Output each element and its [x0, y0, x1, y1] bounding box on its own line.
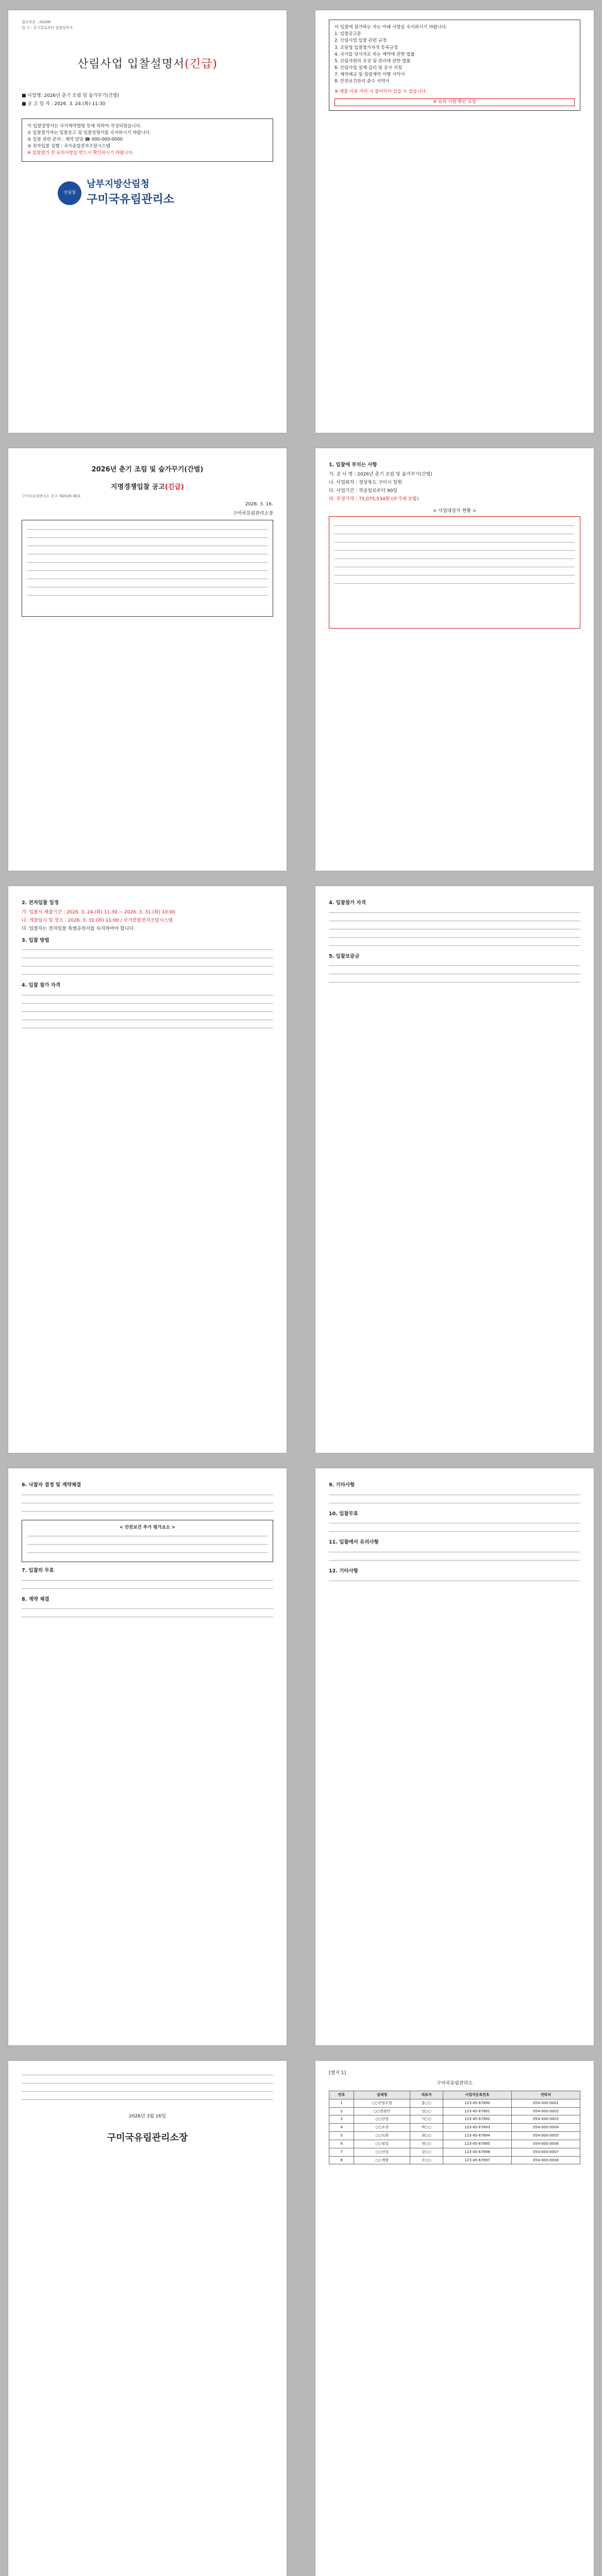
org-name-b: 구미국유림관리소 [87, 193, 175, 207]
table-cell: 123-45-67892 [443, 2115, 512, 2124]
page-cover [8, 10, 287, 433]
text-line [27, 567, 267, 574]
table-cell: ○○조경 [354, 2124, 410, 2132]
text-line [335, 547, 575, 554]
text-line [22, 992, 273, 998]
schedule-note: 나. 개찰일시 및 장소 : 2026. 3. 31.(화) 11:00 / 국가종합전자조달시스템 [22, 918, 173, 923]
text-line [329, 918, 580, 924]
table-cell: 123-45-67897 [443, 2156, 512, 2164]
text-line [329, 934, 580, 941]
instructions-item: 1. 입찰공고문 [335, 31, 361, 37]
text-line [27, 543, 267, 549]
table-row [329, 2124, 580, 2132]
schedule-note: 다. 입찰자는 전자입찰 특별유의서를 숙지하여야 합니다. [22, 926, 135, 931]
text-line [22, 946, 273, 953]
announcement-heading-2-urgent: (긴급) [165, 483, 184, 492]
cover-title [22, 56, 273, 73]
header-line-2: 일 시 : 공고일로부터 입찰일까지 [22, 25, 73, 30]
section-3-heading: 3. 입찰 방법 [22, 937, 49, 943]
table-cell: 054-000-0005 [512, 2132, 580, 2140]
text-line [22, 2096, 273, 2103]
text-line [22, 1492, 273, 1498]
table-cell: 054-000-0006 [512, 2140, 580, 2148]
attachment-1-table-title: 구미국유림관리소 [437, 2080, 473, 2086]
header-line-1: 접수번호 : 20206 [22, 20, 51, 24]
bid-item: 나. 사업위치 : 경상북도 구미시 일원 [329, 480, 402, 485]
text-line [22, 1577, 273, 1584]
table-header: 사업자등록번호 [443, 2091, 512, 2099]
section-1-heading: 1. 입찰에 부치는 사항 [329, 462, 377, 468]
text-line [329, 1492, 580, 1498]
text-line [22, 2072, 273, 2078]
section-5-heading: 5. 입찰보증금 [329, 953, 360, 959]
table-cell: 123-45-67895 [443, 2140, 512, 2148]
cover-notice-box [22, 118, 273, 162]
table-cell: 최○○ [410, 2132, 443, 2140]
table-header: 번호 [329, 2091, 354, 2099]
section-8-heading: 8. 계약 체결 [22, 1596, 49, 1602]
instructions-box [329, 20, 580, 111]
section-12-heading: 12. 기타사항 [329, 1568, 358, 1574]
text-line [329, 1578, 580, 1584]
section-10-heading: 10. 입찰무효 [329, 1511, 358, 1517]
instructions-item: 2. 산림사업 입찰 관련 규정 [335, 38, 387, 44]
table-cell: 6 [329, 2140, 354, 2148]
text-line [22, 1008, 273, 1015]
cover-box-line: 이 입찰설명서는 국가계약법령 등에 의하여 작성되었습니다. [27, 123, 142, 129]
cover-title-urgent: (긴급) [185, 57, 218, 71]
text-line [329, 1500, 580, 1506]
text-line [27, 584, 267, 590]
table-cell: 054-000-0008 [512, 2156, 580, 2164]
page-eligibility [315, 886, 594, 1453]
instructions-notice: 이 입찰에 참가하는 자는 아래 사항을 숙지하시기 바랍니다. [335, 25, 447, 30]
table-cell: 조○○ [410, 2156, 443, 2164]
text-line [329, 1528, 580, 1535]
text-line [27, 551, 267, 557]
announcement-box [22, 520, 273, 617]
section-2-heading: 2. 전자입찰 일정 [22, 900, 59, 906]
instructions-item: 3. 조달청 입찰참가자격 등록규정 [335, 45, 398, 50]
text-line [335, 555, 575, 562]
section-4-heading: 4. 입찰 참가 자격 [22, 982, 61, 989]
text-line [22, 1614, 273, 1620]
table-cell: 2 [329, 2107, 354, 2115]
table-cell: 김○○ [410, 2107, 443, 2115]
cover-item-1: ■ 사업명: 2026년 춘기 조림 및 숲가꾸기(간벌) [22, 93, 120, 98]
text-line [335, 572, 575, 579]
org-name-a: 남부지방산림청 [87, 178, 149, 190]
text-line [329, 1557, 580, 1564]
table-cell: 054-000-0003 [512, 2115, 580, 2124]
text-line [22, 971, 273, 978]
table-cell: 054-000-0002 [512, 2107, 580, 2115]
bid-item: 다. 사업기간 : 착공일로부터 90일 [329, 488, 398, 494]
table-cell: 7 [329, 2148, 354, 2156]
bid-item: 라. 추정가격 : 75,075,534원 (부가세 포함) [329, 496, 419, 502]
table-row [329, 2099, 580, 2107]
signature-date: 2026년 3월 16일 [129, 2114, 166, 2119]
company-table [329, 2091, 580, 2165]
announcement-date: 2026. 3. 16. [245, 502, 273, 507]
text-line [329, 971, 580, 977]
text-line [22, 955, 273, 961]
text-line [27, 1549, 267, 1556]
table-cell: ○○영림단 [354, 2107, 410, 2115]
table-cell: ○○개발 [354, 2156, 410, 2164]
text-line [22, 1585, 273, 1592]
table-cell: 123-45-67894 [443, 2132, 512, 2140]
text-line [335, 531, 575, 537]
table-cell: 123-45-67890 [443, 2099, 512, 2107]
instructions-warning: ※ 제출 서류 미비 시 불이익이 있을 수 있습니다. [335, 89, 427, 94]
cover-item-2: ■ 공 고 일 자 : 2026. 3. 24.(화) 11:30 [22, 101, 106, 107]
safety-eval-box [22, 1520, 273, 1562]
page-misc [315, 1468, 594, 2045]
site-status-box [329, 516, 580, 629]
instructions-item: 8. 안전보건관리 준수 서약서 [335, 79, 390, 84]
schedule-note: 가. 입찰서 제출기간 : 2026. 3. 24.(화) 11:30 ~ 2026. 3. 31.(화) 10:00 [22, 909, 175, 915]
text-line [27, 559, 267, 566]
table-cell: 이○○ [410, 2115, 443, 2124]
section-9-heading: 9. 기타사항 [329, 1482, 355, 1488]
text-line [329, 909, 580, 916]
cover-box-line: ① 입찰참가자는 입찰공고 및 입찰설명서를 숙지하시기 바랍니다. [27, 130, 152, 135]
text-line [335, 564, 575, 570]
announcement-heading: 2026년 춘기 조림 및 숲가꾸기(간벌) [91, 466, 204, 473]
table-cell: ○○녹화 [354, 2132, 410, 2140]
org-logo [58, 177, 273, 209]
section-6-heading: 6. 낙찰자 결정 및 계약체결 [22, 1482, 81, 1488]
text-line [335, 539, 575, 546]
table-header: 대표자 [410, 2091, 443, 2099]
text-line [329, 942, 580, 949]
section-11-heading: 11. 입찰에서 유의사항 [329, 1539, 379, 1546]
announcement-org: 구미국유림관리소 공고 제2026-36호 [22, 494, 81, 499]
page-announcement [8, 448, 287, 871]
instructions-item: 4. 국가를 당사자로 하는 계약에 관한 법률 [335, 52, 415, 57]
safety-eval-title: < 안전보건 추가 평가요소 > [119, 1524, 176, 1530]
table-cell: 054-000-0001 [512, 2099, 580, 2107]
table-row [329, 2132, 580, 2140]
text-line [22, 1605, 273, 1612]
instructions-stamp: ※ 유의 사항 확인 요망 [335, 98, 575, 106]
text-line [22, 1025, 273, 1031]
table-cell: 강○○ [410, 2148, 443, 2156]
text-line [329, 979, 580, 986]
table-cell: 054-000-0007 [512, 2148, 580, 2156]
signature-org: 구미국유림관리소장 [107, 2132, 188, 2143]
table-cell: 3 [329, 2115, 354, 2124]
text-line [329, 1549, 580, 1555]
table-row [329, 2140, 580, 2148]
table-cell: 5 [329, 2132, 354, 2140]
page-signature [8, 2061, 287, 2576]
table-cell: ○○산림 [354, 2115, 410, 2124]
text-line [27, 1533, 267, 1539]
table-cell: ○○산림조합 [354, 2099, 410, 2107]
text-line [22, 2080, 273, 2087]
table-cell: ○○임업 [354, 2140, 410, 2148]
text-line [22, 963, 273, 970]
table-cell: 정○○ [410, 2140, 443, 2148]
table-cell: 1 [329, 2099, 354, 2107]
table-row [329, 2115, 580, 2124]
text-line [27, 1541, 267, 1548]
text-line [22, 1016, 273, 1023]
text-line [22, 1508, 273, 1515]
page-award [8, 1468, 287, 2045]
site-status-heading: < 사업대상지 현황 > [432, 509, 477, 514]
text-line [329, 1520, 580, 1527]
text-line [22, 1500, 273, 1506]
table-cell: 4 [329, 2124, 354, 2132]
text-line [22, 2088, 273, 2095]
forest-service-seal-icon: 산림청 [58, 181, 81, 205]
page-instructions [315, 10, 594, 433]
table-row [329, 2107, 580, 2115]
cover-box-line: ③ 전자입찰 집행 : 국가종합전자조달시스템 [27, 144, 110, 149]
table-row [329, 2156, 580, 2164]
text-line [329, 962, 580, 969]
table-header: 업체명 [354, 2091, 410, 2099]
announcement-heading-2-text: 지명경쟁입찰 공고 [111, 483, 165, 492]
table-header: 연락처 [512, 2091, 580, 2099]
text-line [27, 575, 267, 582]
cover-box-line: ※ 입찰참가 전 유의사항을 반드시 확인하시기 바랍니다. [27, 150, 134, 156]
text-line [27, 534, 267, 541]
table-cell: 박○○ [410, 2124, 443, 2132]
cover-box-line: ② 입찰 관련 문의 : 계약 담당 ☎ 000-000-0000 [27, 137, 123, 142]
table-cell: 123-45-67893 [443, 2124, 512, 2132]
instructions-item: 7. 계약예규 및 청렴계약 이행 서약서 [335, 72, 405, 78]
announcement-signer: 구미국유림관리소장 [232, 511, 273, 517]
page-bid-items [315, 448, 594, 871]
table-cell: 123-45-67891 [443, 2107, 512, 2115]
table-cell: 054-000-0004 [512, 2124, 580, 2132]
text-line [329, 926, 580, 933]
text-line [22, 1000, 273, 1007]
instructions-item: 6. 산림사업 설계·감리 및 공사 지침 [335, 65, 403, 71]
cover-title-text: 산림사업 입찰설명서 [77, 57, 185, 71]
table-cell: ○○산업 [354, 2148, 410, 2156]
bid-item: 가. 공 사 명 : 2026년 춘기 조림 및 숲가꾸기(간벌) [329, 471, 432, 477]
table-cell: 123-45-67896 [443, 2148, 512, 2156]
attachment-1-label: [별지 1] [329, 2071, 346, 2076]
instructions-item: 5. 산림자원의 조성 및 관리에 관한 법률 [335, 58, 411, 64]
text-line [27, 592, 267, 599]
page-attachment-1 [315, 2061, 594, 2576]
section-heading: 4. 입찰참가 자격 [329, 900, 366, 906]
announcement-heading-2 [22, 482, 273, 493]
text-line [335, 522, 575, 529]
section-7-heading: 7. 입찰의 무효 [22, 1567, 54, 1573]
table-cell: 홍○○ [410, 2099, 443, 2107]
table-row [329, 2148, 580, 2156]
page-bid-schedule [8, 886, 287, 1453]
text-line [335, 580, 575, 587]
table-cell: 8 [329, 2156, 354, 2164]
text-line [27, 526, 267, 533]
